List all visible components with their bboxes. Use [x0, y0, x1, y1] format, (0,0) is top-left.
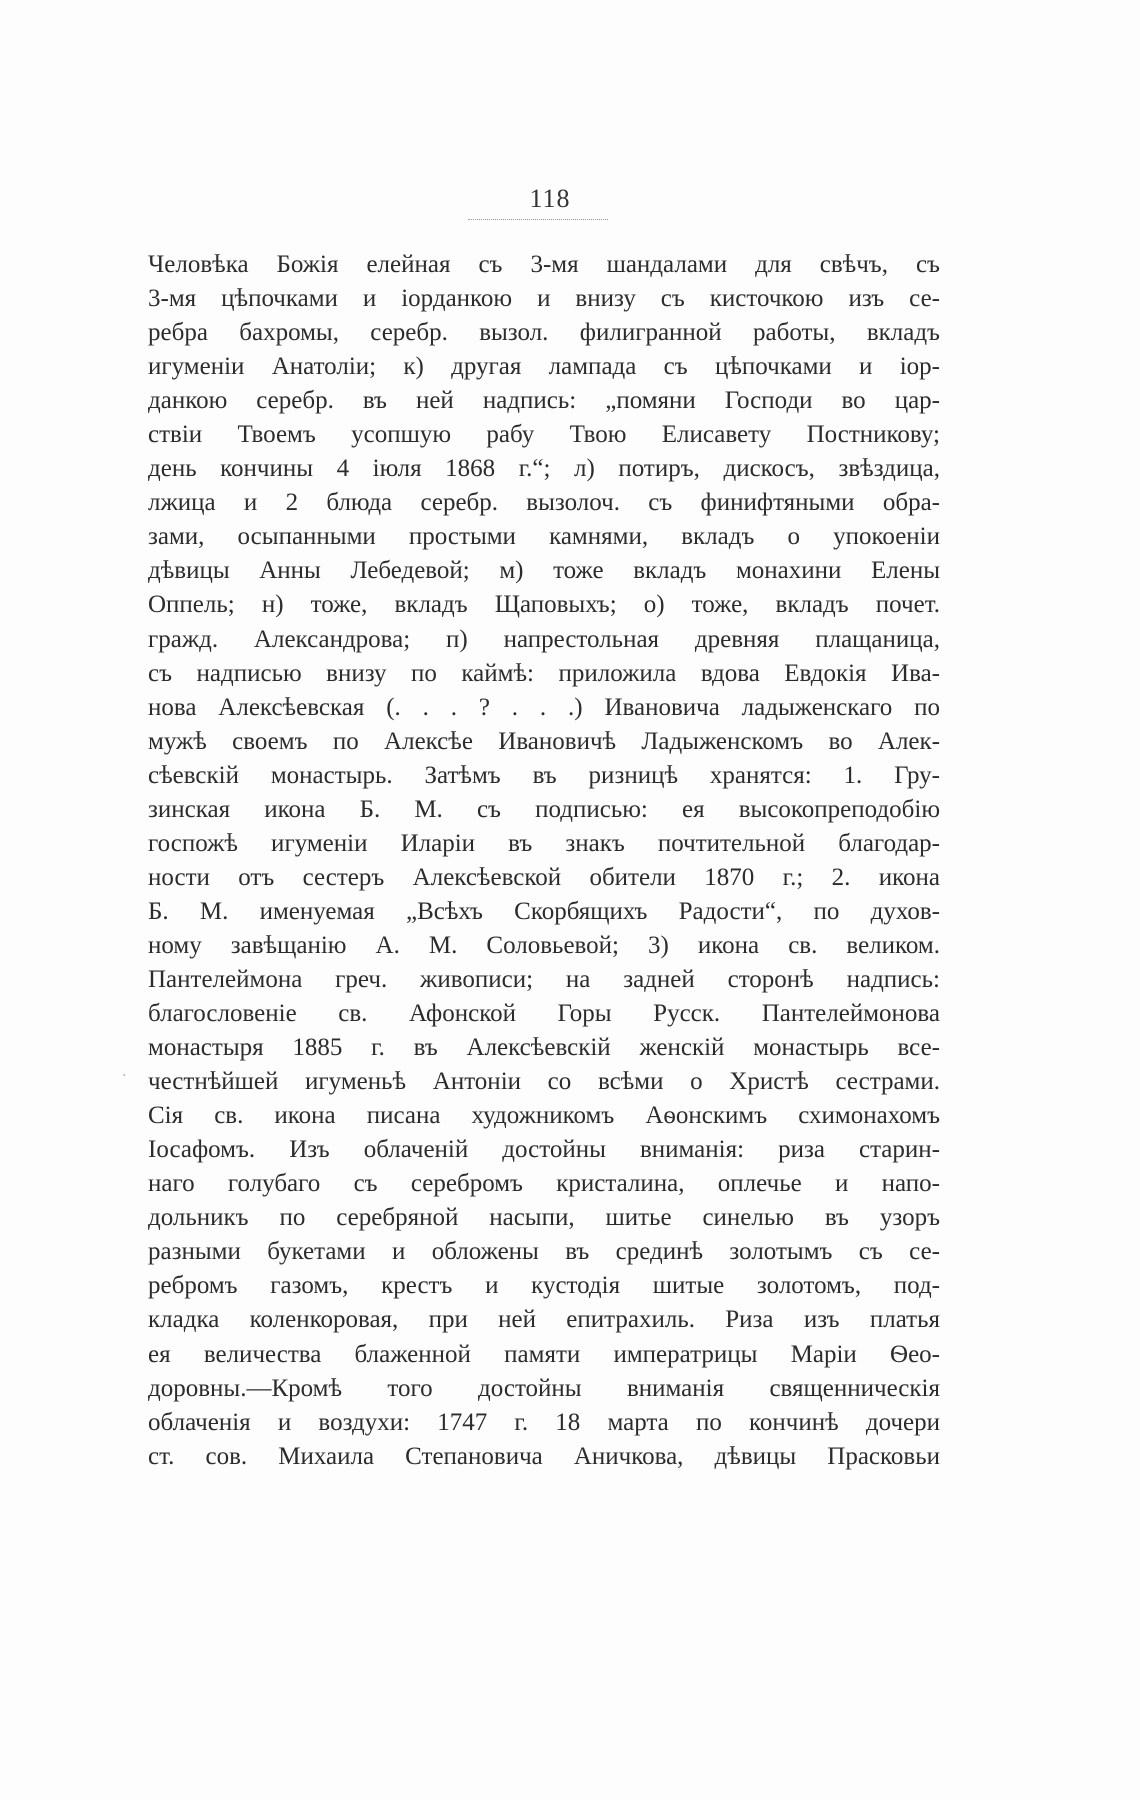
text-line: лжица и 2 блюда серебр. вызолоч. съ финифтяными обра-: [148, 489, 940, 517]
text-line: зами, осыпанными простыми камнями, вкладъ о упокоеніи: [148, 523, 940, 551]
text-line: дольникъ по серебряной насыпи, шитье синелью въ узоръ: [148, 1204, 940, 1232]
text-line: доровны.—Кромѣ того достойны вниманія священническія: [148, 1374, 940, 1402]
text-line: данкою серебр. въ ней надпись: „помяни Господи во цар-: [148, 387, 940, 415]
text-line: Пантелеймона греч. живописи; на задней сторонѣ надпись:: [148, 965, 940, 993]
text-line: 3-мя цѣпочками и іорданкою и внизу съ кисточкою изъ се-: [148, 285, 940, 313]
text-line: госпожѣ игуменіи Иларіи въ знакъ почтительной благодар-: [148, 829, 940, 857]
header-rule: [468, 219, 608, 220]
text-line: ности отъ сестеръ Алексѣевской обители 1870 г.; 2. икона: [148, 863, 940, 891]
text-line: ея величества блаженной памяти императрицы Маріи Ѳео-: [148, 1340, 940, 1368]
text-line: наго голубаго съ серебромъ кристалина, оплечье и напо-: [148, 1170, 940, 1198]
text-line: дѣвицы Анны Лебедевой; м) тоже вкладъ монахини Елены: [148, 557, 940, 585]
text-line: мужѣ своемъ по Алексѣе Ивановичѣ Ладыженскомъ во Алек-: [148, 727, 940, 755]
text-line: ствіи Твоемъ усопшую рабу Твою Елисавету Постникову;: [148, 421, 940, 449]
text-line: ребромъ газомъ, крестъ и кустодія шитые золотомъ, под-: [148, 1272, 940, 1300]
text-line: честнѣйшей игуменьѣ Антоніи со всѣми о Христѣ сестрами.: [148, 1068, 940, 1096]
text-line: Сія св. икона писана художникомъ Аѳонскимъ схимонахомъ: [148, 1102, 940, 1130]
text-line: ст. сов. Михаила Степановича Аничкова, дѣвицы Прасковьи: [148, 1442, 940, 1470]
text-line: ребра бахромы, серебр. вызол. филигранной работы, вкладъ: [148, 319, 940, 347]
margin-mark: ·: [122, 1068, 127, 1084]
text-line: сѣевскій монастырь. Затѣмъ въ ризницѣ хранятся: 1. Гру-: [148, 761, 940, 789]
text-line: разными букетами и обложены въ срединѣ золотымъ съ се-: [148, 1238, 940, 1266]
text-line: зинская икона Б. М. съ подписью: ея высокопреподобію: [148, 795, 940, 823]
text-line: Человѣка Божія елейная съ 3-мя шандалами для свѣчъ, съ: [148, 251, 940, 278]
text-line: игуменіи Анатоліи; к) другая лампада съ цѣпочками и іор-: [148, 353, 940, 381]
text-line: съ надписью внизу по каймѣ: приложила вдова Евдокія Ива-: [148, 659, 940, 687]
text-line: день кончины 4 іюля 1868 г.“; л) потиръ, дискосъ, звѣздица,: [148, 455, 940, 483]
page-number: 118: [529, 184, 571, 213]
text-line: благословеніе св. Афонской Горы Русск. Пантелеймонова: [148, 1000, 940, 1028]
text-line: Оппель; н) тоже, вкладъ Щаповыхъ; о) тоже, вкладъ почет.: [148, 591, 940, 619]
text-line: Б. М. именуемая „Всѣхъ Скорбящихъ Радости“, по духов-: [148, 897, 940, 925]
text-line: гражд. Александрова; п) напрестольная древняя плащаница,: [148, 625, 940, 653]
text-line: облаченія и воздухи: 1747 г. 18 марта по кончинѣ дочери: [148, 1408, 940, 1436]
text-line: ному завѣщанію А. М. Соловьевой; 3) икона св. великом.: [148, 931, 940, 959]
body-text: [148, 248, 940, 1474]
text-line: нова Алексѣевская (. . . ? . . .) Ивановича ладыженскаго по: [148, 693, 940, 721]
text-line: Іосафомъ. Изъ облаченій достойны вниманія: риза старин-: [148, 1136, 940, 1164]
text-line: монастыря 1885 г. въ Алексѣевскій женскій монастырь все-: [148, 1034, 940, 1062]
text-line: кладка коленкоровая, при ней епитрахиль. Риза изъ платья: [148, 1306, 940, 1334]
